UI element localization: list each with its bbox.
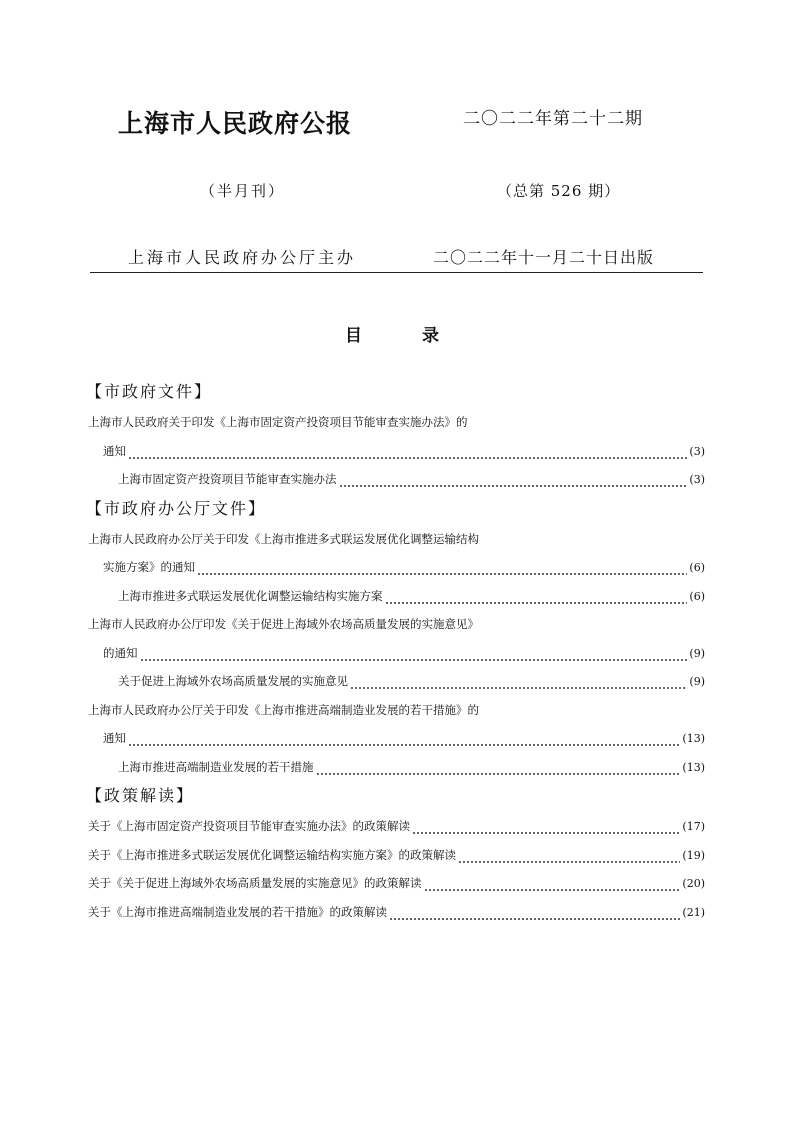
- entry-title: 上海市人民政府办公厅关于印发《上海市推进高端制造业发展的若干措施》的: [88, 702, 479, 717]
- entry-title: 实施方案》的通知: [103, 560, 195, 574]
- sponsor: 上海市人民政府办公厅主办: [128, 248, 357, 267]
- toc-entry[interactable]: [88, 902, 705, 931]
- entry-title: 上海市推进多式联运发展优化调整运输结构实施方案: [118, 588, 383, 603]
- page-number: (13): [682, 760, 705, 774]
- issue-number: 二〇二二年第二十二期: [463, 109, 643, 129]
- page-number: (6): [689, 589, 705, 603]
- total-issue-number: （总第 526 期）: [497, 182, 621, 200]
- entry-title: 的通知: [103, 645, 138, 660]
- toc-entry[interactable]: [88, 614, 705, 643]
- toc-entry[interactable]: [88, 671, 705, 700]
- entry-title: 关于《上海市固定资产投资项目节能审查实施办法》的政策解读: [88, 819, 410, 833]
- dot-leader: [385, 601, 688, 605]
- dot-leader: [424, 888, 681, 892]
- toc-entry[interactable]: [88, 643, 705, 672]
- entry-title: 上海市推进高端制造业发展的若干措施: [118, 759, 314, 774]
- dot-leader: [197, 572, 687, 576]
- dot-leader: [316, 772, 681, 776]
- page-number: (19): [682, 848, 705, 862]
- toc-entry[interactable]: [88, 700, 705, 729]
- table-of-contents: [88, 381, 705, 930]
- header-divider: [90, 272, 703, 273]
- dot-leader: [128, 743, 680, 747]
- entry-title: 通知: [103, 731, 126, 745]
- toc-entry[interactable]: [88, 441, 705, 470]
- dot-leader: [412, 831, 680, 835]
- toc-entry[interactable]: [88, 816, 705, 845]
- entry-title: 通知: [103, 443, 126, 458]
- toc-entry[interactable]: [88, 529, 705, 558]
- section-heading: 【市政府文件】: [86, 382, 213, 401]
- entry-title: 关于促进上海域外农场高质量发展的实施意见: [118, 674, 348, 688]
- dot-leader: [140, 658, 688, 662]
- page-number: (21): [682, 905, 705, 919]
- dot-leader: [128, 456, 687, 460]
- toc-entry[interactable]: [88, 757, 705, 786]
- dot-leader: [389, 917, 680, 921]
- page-number: (13): [682, 732, 705, 745]
- entry-title: 关于《关于促进上海域外农场高质量发展的实施意见》的政策解读: [88, 876, 422, 890]
- toc-title: 目录: [345, 326, 499, 346]
- page-number: (9): [689, 646, 705, 660]
- page-number: (3): [689, 473, 705, 486]
- entry-title: 上海市人民政府办公厅印发《关于促进上海域外农场高质量发展的实施意见》: [88, 617, 479, 631]
- toc-entry[interactable]: [88, 557, 705, 586]
- dot-leader: [350, 686, 687, 690]
- entry-title: 上海市固定资产投资项目节能审查实施办法: [118, 472, 337, 486]
- gazette-title: 上海市人民政府公报: [118, 109, 353, 138]
- dot-leader: [458, 860, 680, 864]
- entry-title: 关于《上海市推进高端制造业发展的若干措施》的政策解读: [88, 904, 387, 919]
- page-number: (17): [682, 820, 705, 833]
- page-number: (9): [689, 675, 705, 688]
- toc-entry[interactable]: [88, 586, 705, 615]
- entry-title: 上海市人民政府关于印发《上海市固定资产投资项目节能审查实施办法》的: [88, 415, 468, 429]
- publication-frequency: （半月刊）: [200, 182, 286, 200]
- toc-entry[interactable]: [88, 412, 705, 441]
- entry-title: 关于《上海市推进多式联运发展优化调整运输结构实施方案》的政策解读: [88, 847, 456, 862]
- section-heading: 【政策解读】: [86, 786, 195, 805]
- section-heading: 【市政府办公厅文件】: [86, 498, 267, 518]
- page-number: (3): [689, 444, 705, 458]
- entry-title: 上海市人民政府办公厅关于印发《上海市推进多式联运发展优化调整运输结构: [88, 531, 479, 546]
- toc-entry[interactable]: [88, 873, 705, 902]
- toc-entry[interactable]: [88, 728, 705, 757]
- page-number: (6): [689, 561, 705, 574]
- dot-leader: [339, 484, 688, 488]
- toc-entry[interactable]: [88, 469, 705, 498]
- page-number: (20): [682, 877, 705, 890]
- toc-entry[interactable]: [88, 845, 705, 874]
- publish-date: 二〇二二年十一月二十日出版: [433, 248, 655, 267]
